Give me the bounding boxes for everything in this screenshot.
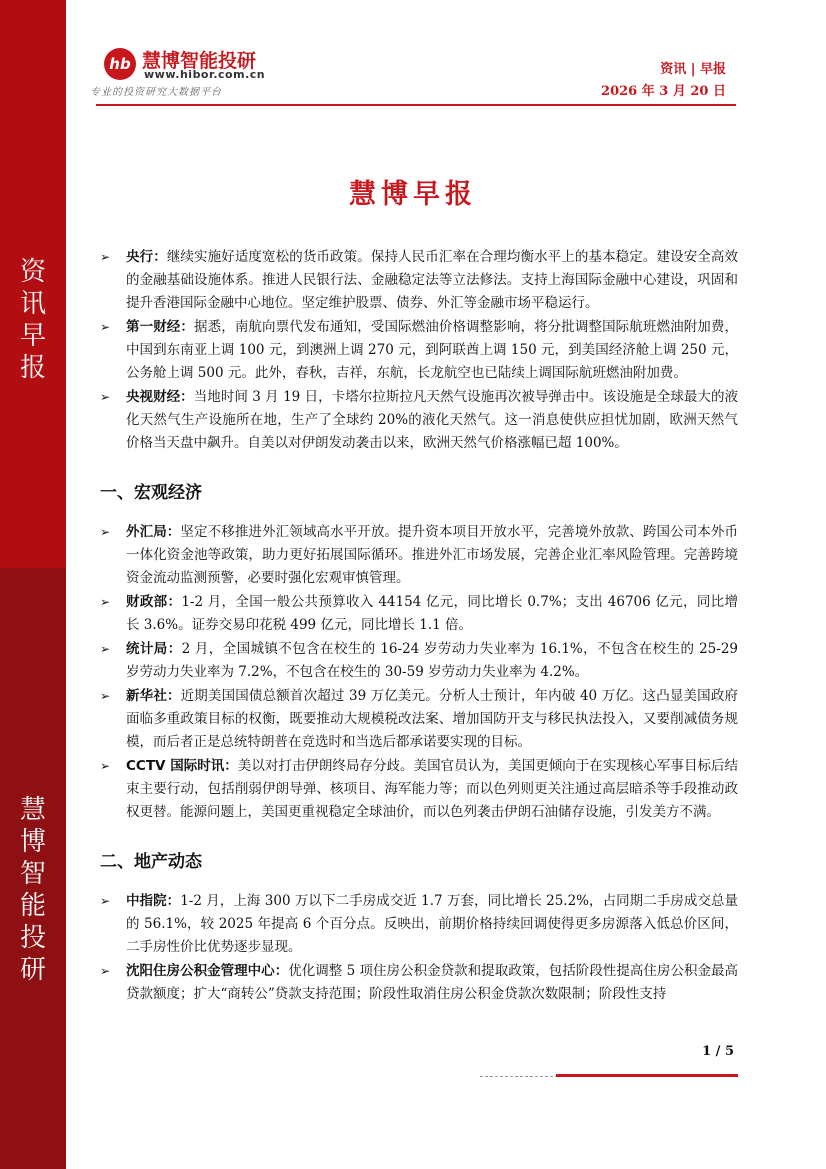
news-source: CCTV 国际时讯： xyxy=(126,758,238,774)
sidebar-label-brand: 慧 博 智 能 投 研 xyxy=(19,795,46,985)
news-source: 外汇局： xyxy=(126,524,181,540)
news-text: 1-2 月，上海 300 万以下二手房成交近 1.7 万套，同比增长 25.2%，占同期二手房成交总量的 56.1%，较 2025 年提高 6 个百分点。反映出，前期价格持续回调使得更多房源落入低总价区间，二手房性价比优势逐步显现。 xyxy=(126,893,739,955)
news-source: 财政部： xyxy=(126,594,182,610)
news-text: 优化调整 5 项住房公积金贷款和提取政策，包括阶段性提高住房公积金最高贷款额度；扩大“商转公”贷款支持范围；阶段性取消住房公积金贷款次数限制；阶段性支持 xyxy=(126,963,739,1002)
news-source: 央视财经： xyxy=(126,389,194,405)
news-text: 继续实施好适度宽松的货币政策。保持人民币汇率在合理均衡水平上的基本稳定。建设安全高效的金融基础设施体系。推进人民银行法、金融稳定法等立法修法。支持上海国际金融中心建设，巩固和提升香港国际金融中心地位。坚定维护股票、债券、外汇等金融市场平稳运行。 xyxy=(126,249,739,311)
news-item xyxy=(100,521,738,590)
news-text: 美以对打击伊朗终局存分歧。美国官员认为，美国更倾向于在实现核心军事目标后结束主要行动，包括削弱伊朗导弹、核项目、海军能力等；而以色列则更关注通过高层暗杀等手段推动政权更替。能源问题上，美国更重视稳定全球油价，而以色列袭击伊朗石油储存设施，引发美方不满。 xyxy=(126,758,739,820)
sidebar-label-category: 资 讯 早 报 xyxy=(19,257,46,383)
arrow-bullet-icon: ➢ xyxy=(100,689,111,703)
report-body xyxy=(100,246,738,1006)
news-source: 第一财经： xyxy=(126,319,195,335)
news-source: 中指院： xyxy=(126,893,181,909)
logo-name: 慧博智能投研 xyxy=(142,50,257,72)
news-text: 2 月，全国城镇不包含在校生的 16-24 岁劳动力失业率为 16.1%，不包含在校生的 25-29 岁劳动力失业率为 7.2%，不包含在校生的 30-59 岁劳动力失业率为 4.2%。 xyxy=(126,641,738,680)
header-divider xyxy=(96,104,736,106)
news-item xyxy=(100,960,738,1006)
header-category: 资讯 | 早报 xyxy=(660,62,726,77)
news-item xyxy=(100,386,738,455)
news-item xyxy=(100,685,738,754)
logo-url: www.hibor.com.cn xyxy=(144,68,266,81)
news-text: 据悉，南航向票代发布通知，受国际燃油价格调整影响，将分批调整国际航班燃油附加费，中国到东南亚上调 100 元，到澳洲上调 270 元，到阿联酋上调 150 元，到美国经济舱上调 250 元，公务舱上调 500 元。此外，春秋，吉祥，东航，长龙航空也已陆续上调国际航班燃油附加费。 xyxy=(126,319,739,381)
arrow-bullet-icon: ➢ xyxy=(100,964,111,978)
news-text: 当地时间 3 月 19 日，卡塔尔拉斯拉凡天然气设施再次被导弹击中。该设施是全球最大的液化天然气生产设施所在地，生产了全球约 20%的液化天然气。这一消息使供应担忧加剧，欧洲天然气价格当天盘中飙升。自美以对伊朗发动袭击以来，欧洲天然气价格涨幅已超 100%。 xyxy=(126,389,738,451)
news-source: 统计局： xyxy=(126,641,182,657)
news-source: 新华社： xyxy=(126,688,181,704)
arrow-bullet-icon: ➢ xyxy=(100,250,111,264)
arrow-bullet-icon: ➢ xyxy=(100,525,111,539)
arrow-bullet-icon: ➢ xyxy=(100,320,111,334)
header-date: 2026 年 3 月 20 日 xyxy=(601,84,726,99)
news-item xyxy=(100,890,738,959)
news-item xyxy=(100,755,738,824)
page-title: 慧博早报 xyxy=(349,179,477,210)
news-text: 坚定不移推进外汇领域高水平开放。提升资本项目开放水平，完善境外放款、跨国公司本外币一体化资金池等政策，助力更好拓展国际循环。推进外汇市场发展，完善企业汇率风险管理。完善跨境资金流动监测预警，必要时强化宏观审慎管理。 xyxy=(126,524,739,586)
news-source: 央行： xyxy=(126,249,167,265)
news-item xyxy=(100,591,738,637)
arrow-bullet-icon: ➢ xyxy=(100,390,111,404)
arrow-bullet-icon: ➢ xyxy=(100,642,111,656)
news-item xyxy=(100,638,738,684)
logo-slogan: 专业的投资研究大数据平台 xyxy=(90,87,222,98)
footer-accent-line xyxy=(556,1074,738,1077)
section-heading-macro: 一、宏观经济 xyxy=(100,483,202,503)
news-source: 沈阳住房公积金管理中心： xyxy=(126,963,289,979)
arrow-bullet-icon: ➢ xyxy=(100,595,111,609)
news-text: 近期美国国债总额首次超过 39 万亿美元。分析人士预计，年内破 40 万亿。这凸显美国政府面临多重政策目标的权衡，既要推动大规模税改法案、增加国防开支与移民执法投入，又要削减债务规模，而后者正是总统特朗普在竞选时和当选后都承诺要实现的目标。 xyxy=(126,688,738,750)
arrow-bullet-icon: ➢ xyxy=(100,894,111,908)
page-number: 1 / 5 xyxy=(702,1044,734,1059)
arrow-bullet-icon: ➢ xyxy=(100,759,111,773)
section-heading-realestate: 二、地产动态 xyxy=(100,852,202,872)
logo-mark-icon: hb xyxy=(104,48,136,80)
news-text: 1-2 月，全国一般公共预算收入 44154 亿元，同比增长 0.7%；支出 46706 亿元，同比增长 3.6%。证券交易印花税 499 亿元，同比增长 1.1 倍。 xyxy=(126,594,738,633)
news-item xyxy=(100,316,738,385)
news-item xyxy=(100,246,738,315)
